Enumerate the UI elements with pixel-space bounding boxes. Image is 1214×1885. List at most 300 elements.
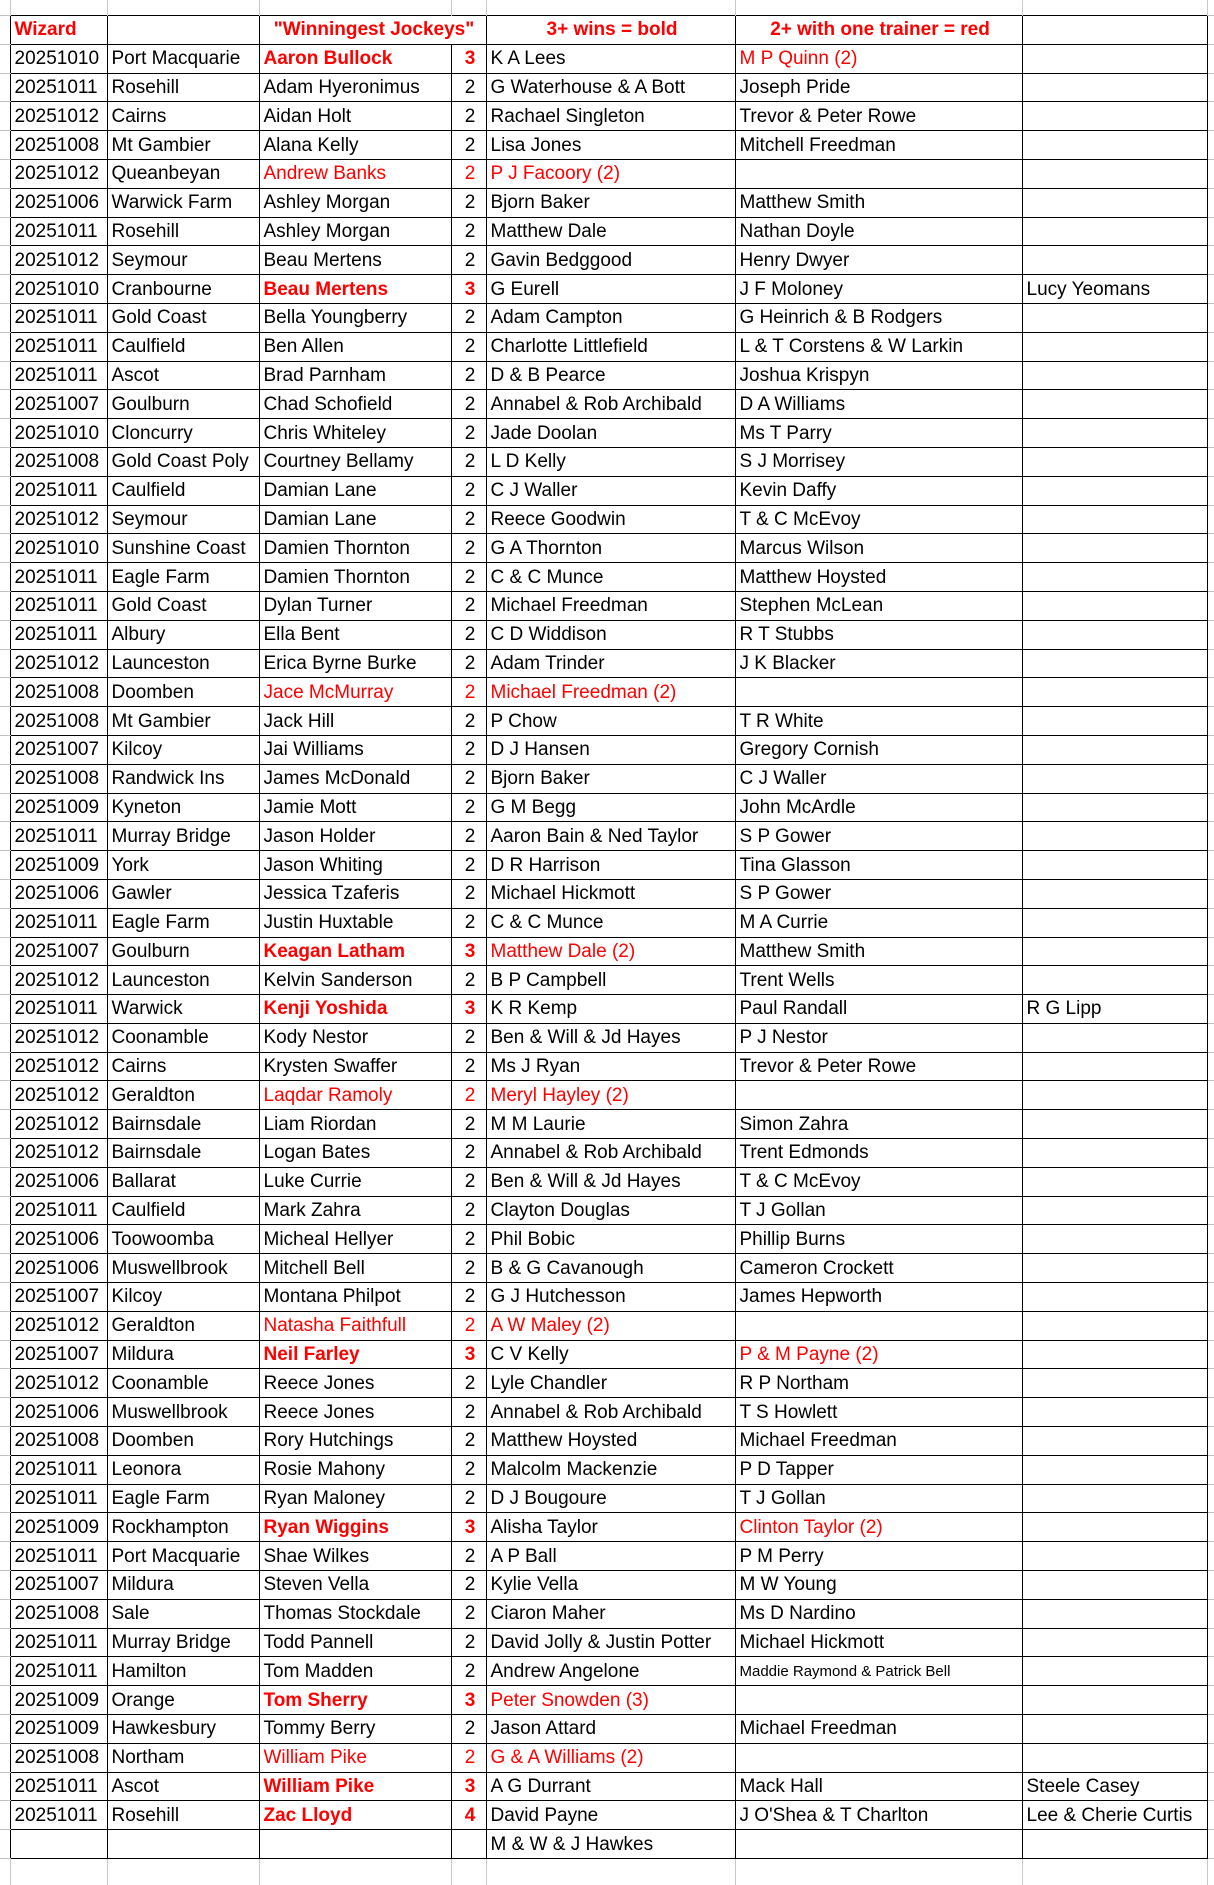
date-cell[interactable]: 20251012: [10, 1023, 107, 1052]
trainer1-cell[interactable]: C & C Munce: [486, 908, 735, 937]
trainer2-cell[interactable]: T S Howlett: [735, 1398, 1022, 1427]
wins-cell[interactable]: 2: [451, 1110, 486, 1139]
notes-cell[interactable]: [1022, 1167, 1207, 1196]
wins-cell[interactable]: 2: [451, 879, 486, 908]
notes-cell[interactable]: [1022, 1398, 1207, 1427]
trainer2-cell[interactable]: [735, 678, 1022, 707]
jockey-cell[interactable]: Micheal Hellyer: [259, 1225, 451, 1254]
jockey-cell[interactable]: Beau Mertens: [259, 246, 451, 275]
trainer1-cell[interactable]: Lisa Jones: [486, 131, 735, 160]
trainer2-cell[interactable]: Trevor & Peter Rowe: [735, 102, 1022, 131]
date-cell[interactable]: 20251008: [10, 764, 107, 793]
venue-cell[interactable]: Kyneton: [107, 793, 259, 822]
notes-cell[interactable]: [1022, 764, 1207, 793]
venue-cell[interactable]: Caulfield: [107, 332, 259, 361]
venue-cell[interactable]: Murray Bridge: [107, 822, 259, 851]
trainer2-cell[interactable]: Henry Dwyer: [735, 246, 1022, 275]
venue-cell[interactable]: Seymour: [107, 505, 259, 534]
trainer2-cell[interactable]: Nathan Doyle: [735, 217, 1022, 246]
notes-cell[interactable]: [1022, 1254, 1207, 1283]
trainer2-cell[interactable]: J O'Shea & T Charlton: [735, 1801, 1022, 1830]
jockey-cell[interactable]: Rosie Mahony: [259, 1455, 451, 1484]
date-cell[interactable]: 20251011: [10, 995, 107, 1024]
wins-cell[interactable]: 2: [451, 1484, 486, 1513]
wins-cell[interactable]: 2: [451, 131, 486, 160]
date-cell[interactable]: 20251007: [10, 937, 107, 966]
venue-cell[interactable]: Goulburn: [107, 937, 259, 966]
venue-cell[interactable]: Leonora: [107, 1455, 259, 1484]
jockey-cell[interactable]: Keagan Latham: [259, 937, 451, 966]
venue-cell[interactable]: Rosehill: [107, 73, 259, 102]
trainer1-cell[interactable]: Alisha Taylor: [486, 1513, 735, 1542]
notes-cell[interactable]: [1022, 361, 1207, 390]
trainer1-cell[interactable]: B & G Cavanough: [486, 1254, 735, 1283]
notes-cell[interactable]: [1022, 1455, 1207, 1484]
trainer1-cell[interactable]: A P Ball: [486, 1542, 735, 1571]
trainer2-cell[interactable]: Michael Hickmott: [735, 1628, 1022, 1657]
notes-cell[interactable]: [1022, 332, 1207, 361]
trainer2-cell[interactable]: T R White: [735, 707, 1022, 736]
trainer1-cell[interactable]: Phil Bobic: [486, 1225, 735, 1254]
notes-cell[interactable]: [1022, 102, 1207, 131]
wins-cell[interactable]: 3: [451, 1772, 486, 1801]
notes-cell[interactable]: [1022, 822, 1207, 851]
date-cell[interactable]: 20251011: [10, 563, 107, 592]
jockey-cell[interactable]: Jai Williams: [259, 735, 451, 764]
date-cell[interactable]: 20251011: [10, 1772, 107, 1801]
notes-cell[interactable]: [1022, 447, 1207, 476]
trainer2-cell[interactable]: M A Currie: [735, 908, 1022, 937]
jockey-cell[interactable]: Brad Parnham: [259, 361, 451, 390]
venue-cell[interactable]: Orange: [107, 1686, 259, 1715]
notes-cell[interactable]: [1022, 1225, 1207, 1254]
date-cell[interactable]: 20251011: [10, 1484, 107, 1513]
trainer1-cell[interactable]: David Jolly & Justin Potter: [486, 1628, 735, 1657]
notes-cell[interactable]: [1022, 591, 1207, 620]
venue-cell[interactable]: Kilcoy: [107, 735, 259, 764]
wins-cell[interactable]: 2: [451, 1599, 486, 1628]
notes-cell[interactable]: Lee & Cherie Curtis: [1022, 1801, 1207, 1830]
trainer1-cell[interactable]: Michael Freedman: [486, 591, 735, 620]
notes-cell[interactable]: [1022, 937, 1207, 966]
trainer2-cell[interactable]: J K Blacker: [735, 649, 1022, 678]
wins-cell[interactable]: 2: [451, 447, 486, 476]
trainer2-cell[interactable]: T & C McEvoy: [735, 505, 1022, 534]
date-cell[interactable]: 20251011: [10, 1196, 107, 1225]
trainer1-cell[interactable]: Bjorn Baker: [486, 188, 735, 217]
jockey-cell[interactable]: [259, 1830, 451, 1859]
notes-cell[interactable]: [1022, 1311, 1207, 1340]
date-cell[interactable]: 20251008: [10, 1599, 107, 1628]
trainer1-cell[interactable]: Adam Campton: [486, 303, 735, 332]
date-cell[interactable]: 20251007: [10, 1340, 107, 1369]
venue-cell[interactable]: Queanbeyan: [107, 159, 259, 188]
venue-cell[interactable]: Doomben: [107, 1427, 259, 1456]
date-cell[interactable]: 20251011: [10, 591, 107, 620]
jockey-cell[interactable]: William Pike: [259, 1743, 451, 1772]
wins-cell[interactable]: 2: [451, 1427, 486, 1456]
trainer1-cell[interactable]: D & B Pearce: [486, 361, 735, 390]
jockey-cell[interactable]: Luke Currie: [259, 1167, 451, 1196]
trainer1-cell[interactable]: C D Widdison: [486, 620, 735, 649]
notes-cell[interactable]: [1022, 1830, 1207, 1859]
wins-cell[interactable]: 2: [451, 1571, 486, 1600]
date-cell[interactable]: 20251012: [10, 1081, 107, 1110]
jockey-cell[interactable]: Kody Nestor: [259, 1023, 451, 1052]
venue-cell[interactable]: Cairns: [107, 102, 259, 131]
trainer2-cell[interactable]: Clinton Taylor (2): [735, 1513, 1022, 1542]
trainer1-cell[interactable]: Reece Goodwin: [486, 505, 735, 534]
notes-cell[interactable]: [1022, 1542, 1207, 1571]
trainer2-cell[interactable]: M P Quinn (2): [735, 44, 1022, 73]
venue-cell[interactable]: Rosehill: [107, 217, 259, 246]
jockey-cell[interactable]: Todd Pannell: [259, 1628, 451, 1657]
jockey-cell[interactable]: Tommy Berry: [259, 1715, 451, 1744]
notes-cell[interactable]: R G Lipp: [1022, 995, 1207, 1024]
date-cell[interactable]: 20251010: [10, 419, 107, 448]
jockey-cell[interactable]: Reece Jones: [259, 1369, 451, 1398]
jockey-cell[interactable]: William Pike: [259, 1772, 451, 1801]
jockey-cell[interactable]: Jason Whiting: [259, 851, 451, 880]
wins-cell[interactable]: 2: [451, 563, 486, 592]
trainer1-cell[interactable]: D J Bougoure: [486, 1484, 735, 1513]
jockey-cell[interactable]: Neil Farley: [259, 1340, 451, 1369]
trainer2-cell[interactable]: Michael Freedman: [735, 1715, 1022, 1744]
trainer2-cell[interactable]: D A Williams: [735, 390, 1022, 419]
wins-cell[interactable]: 2: [451, 217, 486, 246]
venue-cell[interactable]: Eagle Farm: [107, 1484, 259, 1513]
date-cell[interactable]: 20251006: [10, 1167, 107, 1196]
venue-cell[interactable]: Coonamble: [107, 1369, 259, 1398]
trainer2-cell[interactable]: M W Young: [735, 1571, 1022, 1600]
date-cell[interactable]: 20251007: [10, 1571, 107, 1600]
wins-cell[interactable]: 2: [451, 332, 486, 361]
date-cell[interactable]: 20251011: [10, 73, 107, 102]
wins-cell[interactable]: 2: [451, 1311, 486, 1340]
date-cell[interactable]: 20251009: [10, 1513, 107, 1542]
notes-cell[interactable]: [1022, 851, 1207, 880]
wins-cell[interactable]: 2: [451, 793, 486, 822]
date-cell[interactable]: 20251009: [10, 793, 107, 822]
wins-cell[interactable]: 3: [451, 275, 486, 304]
wins-cell[interactable]: 4: [451, 1801, 486, 1830]
venue-cell[interactable]: Bairnsdale: [107, 1110, 259, 1139]
trainer1-cell[interactable]: Michael Freedman (2): [486, 678, 735, 707]
wins-cell[interactable]: 2: [451, 1023, 486, 1052]
jockey-cell[interactable]: Jamie Mott: [259, 793, 451, 822]
notes-cell[interactable]: [1022, 908, 1207, 937]
notes-cell[interactable]: [1022, 1023, 1207, 1052]
trainer2-cell[interactable]: Matthew Smith: [735, 188, 1022, 217]
wins-cell[interactable]: 2: [451, 246, 486, 275]
wins-cell[interactable]: 2: [451, 1139, 486, 1168]
jockey-cell[interactable]: Rory Hutchings: [259, 1427, 451, 1456]
notes-cell[interactable]: [1022, 390, 1207, 419]
jockey-cell[interactable]: Ashley Morgan: [259, 188, 451, 217]
wins-cell[interactable]: 2: [451, 1542, 486, 1571]
venue-cell[interactable]: Geraldton: [107, 1311, 259, 1340]
venue-cell[interactable]: Gold Coast: [107, 591, 259, 620]
venue-cell[interactable]: Rosehill: [107, 1801, 259, 1830]
notes-cell[interactable]: [1022, 649, 1207, 678]
date-cell[interactable]: 20251007: [10, 735, 107, 764]
jockey-cell[interactable]: Courtney Bellamy: [259, 447, 451, 476]
jockey-cell[interactable]: Erica Byrne Burke: [259, 649, 451, 678]
trainer1-cell[interactable]: G J Hutchesson: [486, 1283, 735, 1312]
venue-cell[interactable]: York: [107, 851, 259, 880]
header-wizard[interactable]: Wizard: [10, 16, 107, 45]
venue-cell[interactable]: Mt Gambier: [107, 707, 259, 736]
venue-cell[interactable]: Sunshine Coast: [107, 534, 259, 563]
jockey-cell[interactable]: Mark Zahra: [259, 1196, 451, 1225]
trainer1-cell[interactable]: Jade Doolan: [486, 419, 735, 448]
header-rule-bold[interactable]: 3+ wins = bold: [486, 16, 735, 45]
venue-cell[interactable]: Mildura: [107, 1571, 259, 1600]
trainer1-cell[interactable]: C & C Munce: [486, 563, 735, 592]
trainer2-cell[interactable]: Simon Zahra: [735, 1110, 1022, 1139]
wins-cell[interactable]: 2: [451, 908, 486, 937]
jockey-cell[interactable]: Krysten Swaffer: [259, 1052, 451, 1081]
venue-cell[interactable]: Goulburn: [107, 390, 259, 419]
trainer1-cell[interactable]: Ciaron Maher: [486, 1599, 735, 1628]
jockey-cell[interactable]: Justin Huxtable: [259, 908, 451, 937]
notes-cell[interactable]: [1022, 44, 1207, 73]
venue-cell[interactable]: Coonamble: [107, 1023, 259, 1052]
date-cell[interactable]: [10, 1830, 107, 1859]
trainer1-cell[interactable]: Annabel & Rob Archibald: [486, 1398, 735, 1427]
trainer1-cell[interactable]: Matthew Dale (2): [486, 937, 735, 966]
jockey-cell[interactable]: Zac Lloyd: [259, 1801, 451, 1830]
venue-cell[interactable]: Doomben: [107, 678, 259, 707]
trainer1-cell[interactable]: K R Kemp: [486, 995, 735, 1024]
wins-cell[interactable]: 2: [451, 534, 486, 563]
trainer2-cell[interactable]: Stephen McLean: [735, 591, 1022, 620]
wins-cell[interactable]: 2: [451, 159, 486, 188]
jockey-cell[interactable]: Mitchell Bell: [259, 1254, 451, 1283]
venue-cell[interactable]: Cloncurry: [107, 419, 259, 448]
date-cell[interactable]: 20251008: [10, 131, 107, 160]
jockey-cell[interactable]: Tom Sherry: [259, 1686, 451, 1715]
trainer2-cell[interactable]: Phillip Burns: [735, 1225, 1022, 1254]
trainer2-cell[interactable]: T J Gollan: [735, 1484, 1022, 1513]
notes-cell[interactable]: [1022, 1081, 1207, 1110]
notes-cell[interactable]: [1022, 793, 1207, 822]
date-cell[interactable]: 20251011: [10, 620, 107, 649]
jockey-cell[interactable]: Damian Lane: [259, 476, 451, 505]
wins-cell[interactable]: 2: [451, 1225, 486, 1254]
trainer2-cell[interactable]: R P Northam: [735, 1369, 1022, 1398]
trainer2-cell[interactable]: Paul Randall: [735, 995, 1022, 1024]
wins-cell[interactable]: 2: [451, 649, 486, 678]
trainer1-cell[interactable]: A W Maley (2): [486, 1311, 735, 1340]
jockey-cell[interactable]: James McDonald: [259, 764, 451, 793]
trainer1-cell[interactable]: D R Harrison: [486, 851, 735, 880]
trainer2-cell[interactable]: Kevin Daffy: [735, 476, 1022, 505]
date-cell[interactable]: 20251008: [10, 447, 107, 476]
jockey-cell[interactable]: Aaron Bullock: [259, 44, 451, 73]
notes-cell[interactable]: [1022, 1196, 1207, 1225]
trainer1-cell[interactable]: D J Hansen: [486, 735, 735, 764]
notes-cell[interactable]: Lucy Yeomans: [1022, 275, 1207, 304]
trainer2-cell[interactable]: S P Gower: [735, 822, 1022, 851]
trainer1-cell[interactable]: Ben & Will & Jd Hayes: [486, 1167, 735, 1196]
wins-cell[interactable]: 2: [451, 1081, 486, 1110]
date-cell[interactable]: 20251006: [10, 1254, 107, 1283]
header-jockeys-title[interactable]: "Winningest Jockeys": [259, 16, 486, 45]
notes-cell[interactable]: [1022, 707, 1207, 736]
wins-cell[interactable]: 2: [451, 102, 486, 131]
trainer2-cell[interactable]: Gregory Cornish: [735, 735, 1022, 764]
notes-cell[interactable]: [1022, 246, 1207, 275]
venue-cell[interactable]: Ascot: [107, 361, 259, 390]
venue-cell[interactable]: Gold Coast: [107, 303, 259, 332]
date-cell[interactable]: 20251011: [10, 822, 107, 851]
wins-cell[interactable]: 2: [451, 303, 486, 332]
notes-cell[interactable]: [1022, 303, 1207, 332]
notes-cell[interactable]: [1022, 1743, 1207, 1772]
notes-cell[interactable]: [1022, 1110, 1207, 1139]
trainer2-cell[interactable]: C J Waller: [735, 764, 1022, 793]
date-cell[interactable]: 20251006: [10, 1225, 107, 1254]
wins-cell[interactable]: 2: [451, 73, 486, 102]
date-cell[interactable]: 20251012: [10, 1369, 107, 1398]
trainer1-cell[interactable]: L D Kelly: [486, 447, 735, 476]
date-cell[interactable]: 20251011: [10, 1801, 107, 1830]
jockey-cell[interactable]: Laqdar Ramoly: [259, 1081, 451, 1110]
date-cell[interactable]: 20251006: [10, 1398, 107, 1427]
trainer2-cell[interactable]: James Hepworth: [735, 1283, 1022, 1312]
notes-cell[interactable]: [1022, 620, 1207, 649]
trainer1-cell[interactable]: Annabel & Rob Archibald: [486, 390, 735, 419]
trainer1-cell[interactable]: Kylie Vella: [486, 1571, 735, 1600]
wins-cell[interactable]: 2: [451, 505, 486, 534]
venue-cell[interactable]: Eagle Farm: [107, 908, 259, 937]
date-cell[interactable]: 20251012: [10, 1052, 107, 1081]
wins-cell[interactable]: 2: [451, 419, 486, 448]
date-cell[interactable]: 20251010: [10, 275, 107, 304]
trainer2-cell[interactable]: Mitchell Freedman: [735, 131, 1022, 160]
jockey-cell[interactable]: Beau Mertens: [259, 275, 451, 304]
wins-cell[interactable]: 2: [451, 764, 486, 793]
notes-cell[interactable]: [1022, 1715, 1207, 1744]
venue-cell[interactable]: Randwick Ins: [107, 764, 259, 793]
date-cell[interactable]: 20251008: [10, 1427, 107, 1456]
notes-cell[interactable]: [1022, 505, 1207, 534]
trainer1-cell[interactable]: Ms J Ryan: [486, 1052, 735, 1081]
venue-cell[interactable]: Eagle Farm: [107, 563, 259, 592]
wins-cell[interactable]: 2: [451, 1196, 486, 1225]
venue-cell[interactable]: Muswellbrook: [107, 1398, 259, 1427]
trainer1-cell[interactable]: G Eurell: [486, 275, 735, 304]
jockey-cell[interactable]: Jace McMurray: [259, 678, 451, 707]
jockey-cell[interactable]: Kenji Yoshida: [259, 995, 451, 1024]
trainer2-cell[interactable]: P M Perry: [735, 1542, 1022, 1571]
trainer1-cell[interactable]: Gavin Bedggood: [486, 246, 735, 275]
jockey-cell[interactable]: Kelvin Sanderson: [259, 966, 451, 995]
date-cell[interactable]: 20251009: [10, 1715, 107, 1744]
wins-cell[interactable]: 3: [451, 1513, 486, 1542]
jockey-cell[interactable]: Jack Hill: [259, 707, 451, 736]
date-cell[interactable]: 20251007: [10, 1283, 107, 1312]
trainer1-cell[interactable]: P J Facoory (2): [486, 159, 735, 188]
trainer2-cell[interactable]: Trent Wells: [735, 966, 1022, 995]
venue-cell[interactable]: Port Macquarie: [107, 1542, 259, 1571]
notes-cell[interactable]: [1022, 1427, 1207, 1456]
wins-cell[interactable]: 2: [451, 361, 486, 390]
jockey-cell[interactable]: Adam Hyeronimus: [259, 73, 451, 102]
wins-cell[interactable]: 2: [451, 1455, 486, 1484]
date-cell[interactable]: 20251012: [10, 159, 107, 188]
notes-cell[interactable]: [1022, 159, 1207, 188]
trainer2-cell[interactable]: Trent Edmonds: [735, 1139, 1022, 1168]
wins-cell[interactable]: 2: [451, 1398, 486, 1427]
trainer2-cell[interactable]: P J Nestor: [735, 1023, 1022, 1052]
wins-cell[interactable]: 3: [451, 1340, 486, 1369]
date-cell[interactable]: 20251012: [10, 102, 107, 131]
trainer2-cell[interactable]: [735, 1686, 1022, 1715]
trainer1-cell[interactable]: Michael Hickmott: [486, 879, 735, 908]
date-cell[interactable]: 20251011: [10, 476, 107, 505]
jockey-cell[interactable]: Liam Riordan: [259, 1110, 451, 1139]
notes-cell[interactable]: [1022, 419, 1207, 448]
venue-cell[interactable]: Muswellbrook: [107, 1254, 259, 1283]
venue-cell[interactable]: Caulfield: [107, 1196, 259, 1225]
notes-cell[interactable]: [1022, 1052, 1207, 1081]
date-cell[interactable]: 20251011: [10, 1542, 107, 1571]
wins-cell[interactable]: 3: [451, 995, 486, 1024]
notes-cell[interactable]: [1022, 1657, 1207, 1686]
jockey-cell[interactable]: Damian Lane: [259, 505, 451, 534]
date-cell[interactable]: 20251009: [10, 851, 107, 880]
wins-cell[interactable]: 2: [451, 1628, 486, 1657]
notes-cell[interactable]: [1022, 1628, 1207, 1657]
trainer1-cell[interactable]: Lyle Chandler: [486, 1369, 735, 1398]
trainer1-cell[interactable]: Rachael Singleton: [486, 102, 735, 131]
trainer2-cell[interactable]: T J Gollan: [735, 1196, 1022, 1225]
wins-cell[interactable]: 2: [451, 1657, 486, 1686]
jockey-cell[interactable]: Ella Bent: [259, 620, 451, 649]
trainer1-cell[interactable]: Matthew Hoysted: [486, 1427, 735, 1456]
venue-cell[interactable]: Ballarat: [107, 1167, 259, 1196]
jockey-cell[interactable]: Damien Thornton: [259, 563, 451, 592]
notes-cell[interactable]: [1022, 1340, 1207, 1369]
wins-cell[interactable]: 3: [451, 44, 486, 73]
trainer2-cell[interactable]: G Heinrich & B Rodgers: [735, 303, 1022, 332]
wins-cell[interactable]: 2: [451, 678, 486, 707]
jockey-cell[interactable]: Montana Philpot: [259, 1283, 451, 1312]
jockey-cell[interactable]: Ryan Maloney: [259, 1484, 451, 1513]
trainer2-cell[interactable]: Joseph Pride: [735, 73, 1022, 102]
notes-cell[interactable]: [1022, 476, 1207, 505]
notes-cell[interactable]: [1022, 131, 1207, 160]
venue-cell[interactable]: Kilcoy: [107, 1283, 259, 1312]
wins-cell[interactable]: 3: [451, 1686, 486, 1715]
trainer1-cell[interactable]: K A Lees: [486, 44, 735, 73]
date-cell[interactable]: 20251012: [10, 1311, 107, 1340]
trainer1-cell[interactable]: G M Begg: [486, 793, 735, 822]
jockey-cell[interactable]: Chris Whiteley: [259, 419, 451, 448]
date-cell[interactable]: 20251011: [10, 908, 107, 937]
date-cell[interactable]: 20251006: [10, 188, 107, 217]
date-cell[interactable]: 20251008: [10, 707, 107, 736]
jockey-cell[interactable]: Thomas Stockdale: [259, 1599, 451, 1628]
venue-cell[interactable]: Warwick Farm: [107, 188, 259, 217]
header-venue-blank[interactable]: [107, 16, 259, 45]
trainer2-cell[interactable]: Tina Glasson: [735, 851, 1022, 880]
wins-cell[interactable]: 2: [451, 591, 486, 620]
jockey-cell[interactable]: Damien Thornton: [259, 534, 451, 563]
trainer2-cell[interactable]: Trevor & Peter Rowe: [735, 1052, 1022, 1081]
